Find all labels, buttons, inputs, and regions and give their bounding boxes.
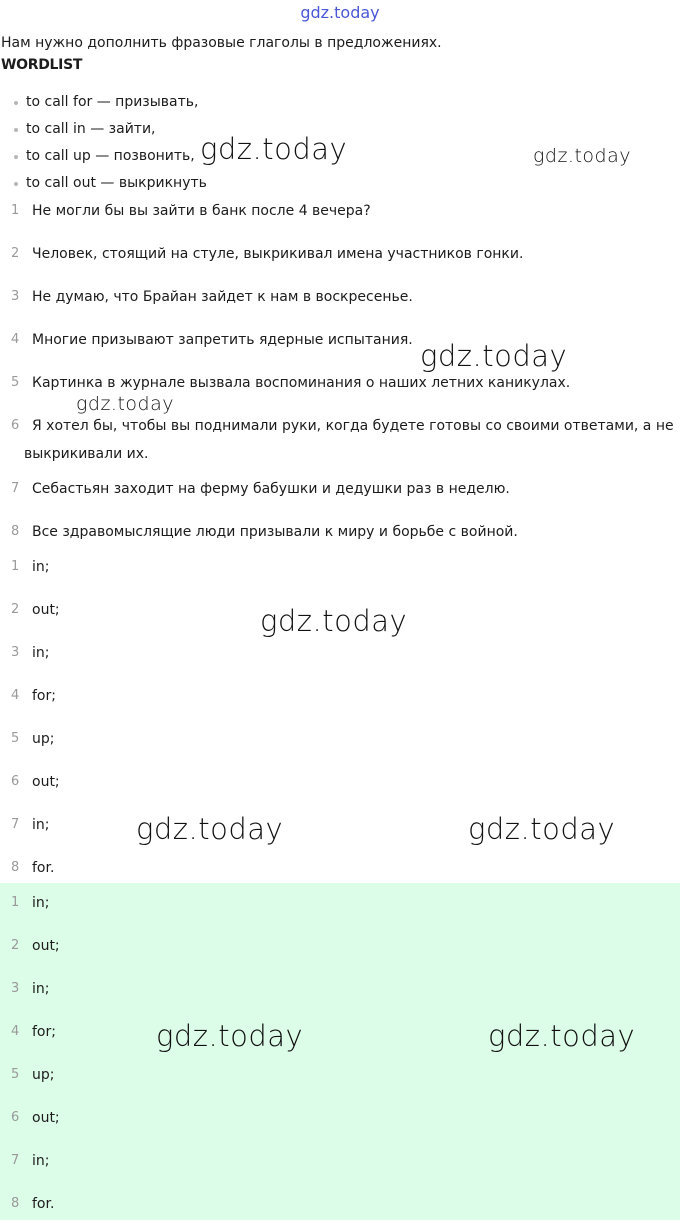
item-number: 7 bbox=[11, 817, 20, 832]
answer-text: in; bbox=[32, 1153, 50, 1169]
item-number: 2 bbox=[11, 938, 20, 953]
sentence-text: Все здравомыслящие люди призывали к миру и борьбе с войной. bbox=[32, 524, 518, 540]
item-number: 3 bbox=[11, 289, 20, 304]
watermark: gdz.today bbox=[260, 604, 408, 638]
item-number: 7 bbox=[11, 1153, 20, 1168]
wordlist-item: to call in — зайти, bbox=[12, 119, 207, 146]
item-number: 6 bbox=[11, 1110, 20, 1125]
item-number: 2 bbox=[11, 246, 20, 261]
answer-text: up; bbox=[32, 1067, 55, 1083]
wordlist-item: to call up — позвонить, bbox=[12, 146, 207, 173]
item-number: 2 bbox=[11, 602, 20, 617]
item-number: 5 bbox=[11, 1067, 20, 1082]
answer-text: in; bbox=[32, 645, 50, 661]
answer-text: for; bbox=[32, 1024, 56, 1040]
item-number: 3 bbox=[11, 981, 20, 996]
bullet-icon bbox=[14, 155, 18, 159]
watermark: gdz.today bbox=[468, 812, 616, 846]
sentence-text: Не думаю, что Брайан зайдет к нам в воскресенье. bbox=[32, 289, 413, 305]
sentence-text: Человек, стоящий на стуле, выкрикивал имена участников гонки. bbox=[32, 246, 524, 262]
wordlist-item: to call out — выкрикнуть bbox=[12, 173, 207, 200]
answer-text: out; bbox=[32, 1110, 60, 1126]
item-number: 4 bbox=[11, 1024, 20, 1039]
bullet-icon bbox=[14, 182, 18, 186]
watermark: gdz.today bbox=[136, 812, 284, 846]
answer-text: in; bbox=[32, 817, 50, 833]
item-number: 6 bbox=[11, 774, 20, 789]
item-number: 4 bbox=[11, 332, 20, 347]
item-number: 8 bbox=[11, 524, 20, 539]
watermark: gdz.today bbox=[76, 393, 174, 415]
answer-text: for; bbox=[32, 688, 56, 704]
item-number: 7 bbox=[11, 481, 20, 496]
item-number: 4 bbox=[11, 688, 20, 703]
answer-text: out; bbox=[32, 938, 60, 954]
item-number: 1 bbox=[11, 203, 20, 218]
bullet-icon bbox=[14, 128, 18, 132]
item-number: 6 bbox=[11, 418, 20, 433]
item-number: 3 bbox=[11, 645, 20, 660]
item-number: 1 bbox=[11, 559, 20, 574]
answer-text: out; bbox=[32, 774, 60, 790]
intro-text: Нам нужно дополнить фразовые глаголы в предложениях. bbox=[1, 35, 442, 51]
watermark: gdz.today bbox=[533, 145, 631, 167]
watermark: gdz.today bbox=[420, 339, 568, 373]
wordlist-title: WORDLIST bbox=[1, 57, 83, 73]
watermark: gdz.today bbox=[156, 1019, 304, 1053]
watermark: gdz.today bbox=[488, 1019, 636, 1053]
answer-text: for. bbox=[32, 860, 55, 876]
wordlist-item: to call for — призывать, bbox=[12, 92, 207, 119]
answer-text: in; bbox=[32, 895, 50, 911]
item-number: 8 bbox=[11, 860, 20, 875]
item-number: 1 bbox=[11, 895, 20, 910]
wordlist bbox=[12, 92, 207, 200]
answer-text: for. bbox=[32, 1196, 55, 1212]
answer-text: in; bbox=[32, 981, 50, 997]
sentence-text: выкрикивали их. bbox=[24, 446, 149, 462]
answer-text: out; bbox=[32, 602, 60, 618]
answer-text: up; bbox=[32, 731, 55, 747]
site-logo[interactable]: gdz.today bbox=[300, 3, 380, 22]
sentence-text: Не могли бы вы зайти в банк после 4 вечера? bbox=[32, 203, 371, 219]
item-number: 5 bbox=[11, 375, 20, 390]
sentence-text: Картинка в журнале вызвала воспоминания о наших летних каникулах. bbox=[32, 375, 571, 391]
sentence-text: Я хотел бы, чтобы вы поднимали руки, когда будете готовы со своими ответами, а не bbox=[32, 418, 674, 434]
sentence-text: Многие призывают запретить ядерные испытания. bbox=[32, 332, 413, 348]
watermark: gdz.today bbox=[200, 132, 348, 166]
item-number: 5 bbox=[11, 731, 20, 746]
item-number: 8 bbox=[11, 1196, 20, 1211]
sentence-text: Себастьян заходит на ферму бабушки и дедушки раз в неделю. bbox=[32, 481, 510, 497]
answer-text: in; bbox=[32, 559, 50, 575]
bullet-icon bbox=[14, 101, 18, 105]
